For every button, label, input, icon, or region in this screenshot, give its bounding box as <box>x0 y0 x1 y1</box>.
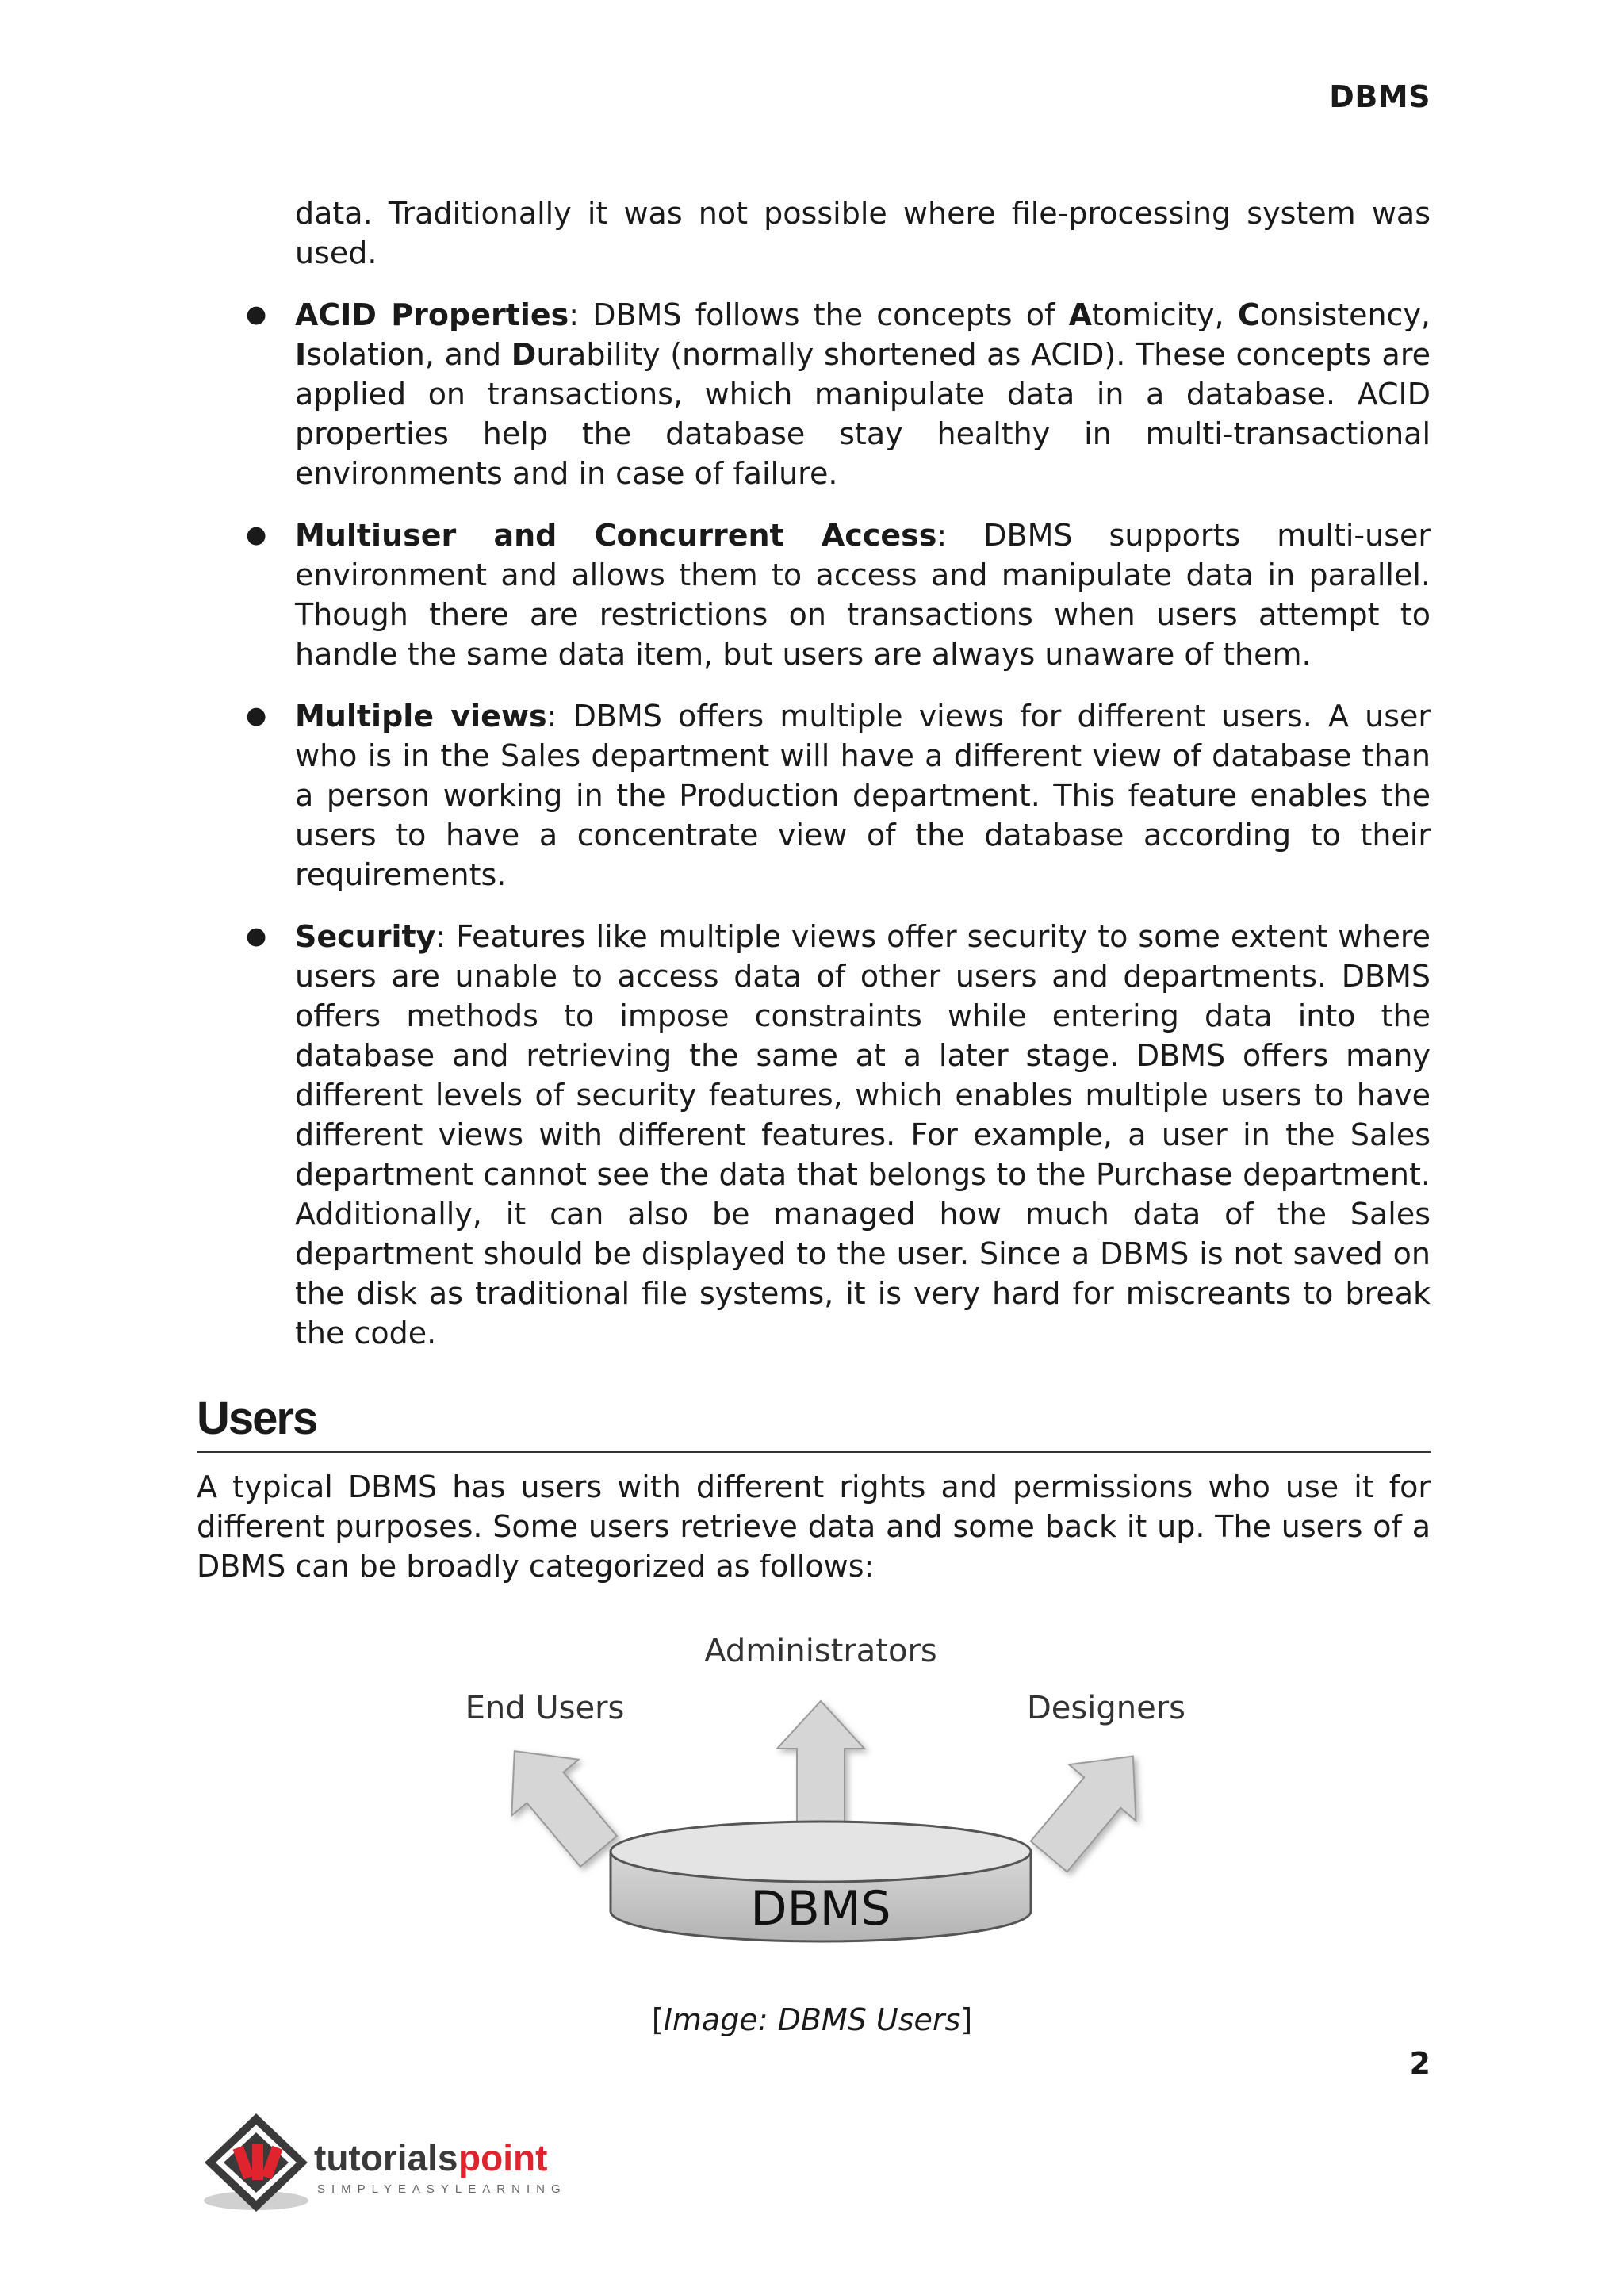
logo-tagline: SIMPLYEASYLEARNING <box>317 2182 567 2196</box>
dbms-cylinder <box>611 1822 1031 1941</box>
diagram-label-administrators: Administrators <box>704 1633 937 1669</box>
acid-letter-c: C <box>1237 297 1260 332</box>
figure-caption <box>0 2002 1624 2037</box>
caption-open-bracket: [ <box>651 2002 664 2037</box>
tutorialspoint-logo <box>197 2105 577 2216</box>
list-item-acid <box>197 295 1431 493</box>
security-text: : Features like multiple views offer security to some extent where users are unable to access data of other users and departments. DBMS offers methods to impose constraints while entering data into the database and retrieving the same at a later stage. DBMS offers many different levels of security features, which enables multiple users to have different views with different features. For example, a user in the Sales department cannot see the data that belongs to the Purchase department. Additionally, it can also be managed how much data of the Sales department should be displayed to the user. Since a DBMS is not saved on the disk as traditional file systems, it is very hard for miscreants to break the code. <box>295 919 1431 1351</box>
multiuser-text: : DBMS supports multi-user environment and allows them to access and manipulate data in parallel. Though there are restrictions on transactions when users attempt to handle the same data item, but users are always unaware of them. <box>295 518 1431 672</box>
arrow-up-right-icon <box>1016 1728 1166 1884</box>
page-number: 2 <box>1409 2046 1431 2081</box>
arrow-up-icon <box>777 1701 864 1832</box>
acid-letter-d: D <box>511 337 537 372</box>
views-text: : DBMS offers multiple views for different users. A user who is in the Sales department will have a different view of database than a person working in the Production department. This feature enables the users to have a concentrate view of the database according to their requirements. <box>295 699 1431 892</box>
diagram-label-designers: Designers <box>1027 1690 1185 1726</box>
acid-text-before: : DBMS follows the concepts of <box>569 297 1069 332</box>
term-multiuser: Multiuser and Concurrent Access <box>295 518 937 553</box>
header-title: DBMS <box>1329 79 1431 114</box>
arrow-up-left-icon <box>481 1723 632 1879</box>
list-item-multiuser <box>197 515 1431 674</box>
bullet-icon: ● <box>246 922 267 950</box>
logo-text-tutorials: tutorials <box>314 2137 458 2178</box>
bullet-icon: ● <box>246 301 267 328</box>
bullet-icon: ● <box>246 521 267 549</box>
dbms-users-diagram <box>428 1630 1221 1963</box>
list-item-security <box>197 917 1431 1353</box>
section-heading-users: Users <box>197 1391 1431 1453</box>
users-paragraph: A typical DBMS has users with different rights and permissions who use it for different purposes. Some users retrieve data and some back it up. The users of a DBMS can be broadly categorized as follows: <box>197 1469 1431 1584</box>
term-acid: ACID Properties <box>295 297 569 332</box>
list-item-views <box>197 696 1431 895</box>
diagram-label-end-users: End Users <box>465 1690 625 1726</box>
feature-list <box>197 295 1431 1353</box>
term-views: Multiple views <box>295 699 547 734</box>
caption-text: Image: DBMS Users <box>663 2002 961 2037</box>
acid-word-d: urability <box>536 337 661 372</box>
term-security: Security <box>295 919 436 954</box>
acid-letter-i: I <box>295 337 307 372</box>
logo-text-point: point <box>458 2137 548 2178</box>
acid-word-a: tomicity, <box>1091 297 1238 332</box>
intro-continuation: data. Traditionally it was not possible where file-processing system was used. <box>295 196 1431 270</box>
diagram-label-dbms: DBMS <box>750 1881 891 1937</box>
caption-close-bracket: ] <box>960 2002 973 2037</box>
bullet-icon: ● <box>246 702 267 730</box>
page-content <box>197 193 1431 1586</box>
acid-word-i: solation, and <box>306 337 511 372</box>
acid-letter-a: A <box>1068 297 1092 332</box>
acid-text-after: (normally shortened as ACID). These concepts are applied on transactions, which manipulate data in a database. ACID properties help the database stay healthy in multi-transactional environments and in case of failure. <box>295 337 1431 491</box>
acid-word-c: onsistency, <box>1259 297 1431 332</box>
